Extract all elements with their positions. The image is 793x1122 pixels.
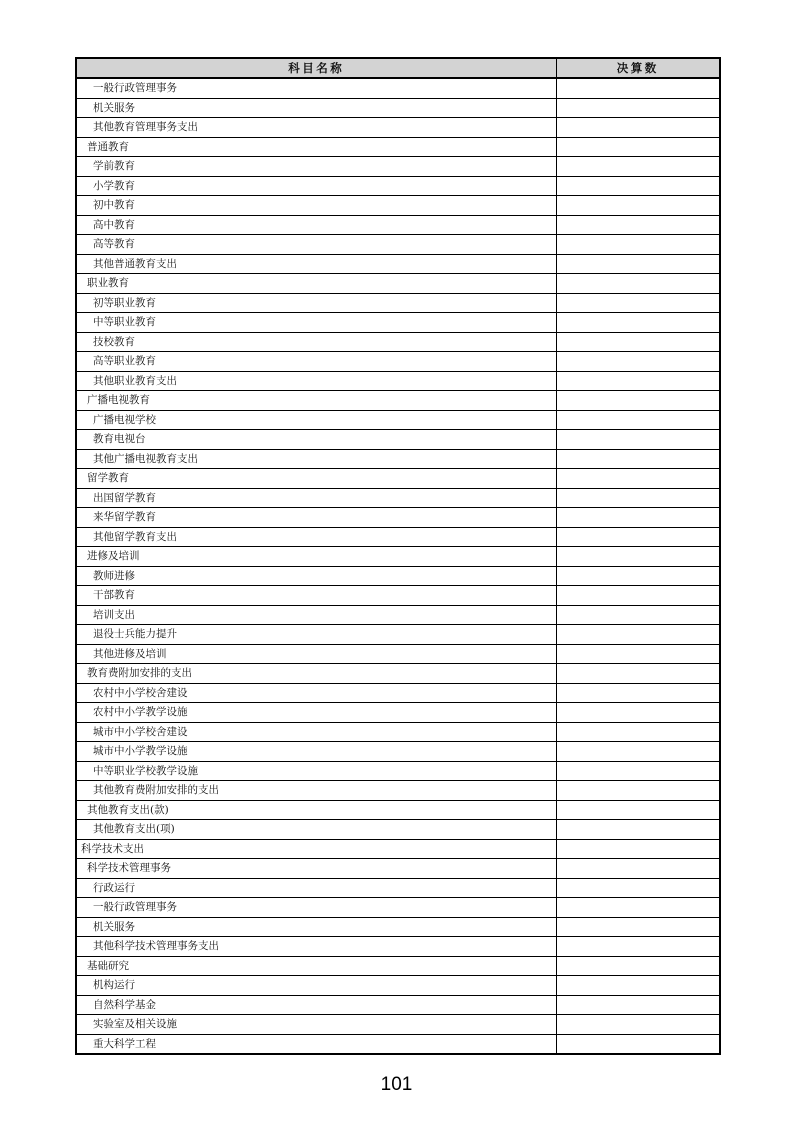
subject-name-cell: 中等职业学校教学设施	[76, 761, 556, 781]
table-row	[76, 469, 720, 489]
subject-name-cell: 科学技术管理事务	[76, 859, 556, 879]
final-amount-cell	[556, 781, 720, 801]
subject-name-cell: 高等教育	[76, 235, 556, 255]
final-amount-cell	[556, 644, 720, 664]
subject-name-cell: 普通教育	[76, 137, 556, 157]
table-row	[76, 527, 720, 547]
final-amount-cell	[556, 664, 720, 684]
table-row	[76, 761, 720, 781]
subject-name-cell: 教育电视台	[76, 430, 556, 450]
final-amount-cell	[556, 917, 720, 937]
subject-name-cell: 其他科学技术管理事务支出	[76, 937, 556, 957]
final-amount-cell	[556, 371, 720, 391]
subject-name-cell: 行政运行	[76, 878, 556, 898]
final-amount-cell	[556, 508, 720, 528]
subject-name-cell: 教育费附加安排的支出	[76, 664, 556, 684]
final-amount-cell	[556, 137, 720, 157]
table-row	[76, 254, 720, 274]
subject-name-cell: 广播电视教育	[76, 391, 556, 411]
final-amount-cell	[556, 196, 720, 216]
final-amount-cell	[556, 118, 720, 138]
table-header	[76, 58, 720, 78]
subject-name-cell: 农村中小学教学设施	[76, 703, 556, 723]
subject-name-cell: 小学教育	[76, 176, 556, 196]
subject-name-cell: 其他广播电视教育支出	[76, 449, 556, 469]
final-amount-cell	[556, 956, 720, 976]
final-amount-cell	[556, 898, 720, 918]
subject-name-cell: 自然科学基金	[76, 995, 556, 1015]
subject-name-column-header: 科目名称	[76, 58, 556, 78]
table-row	[76, 722, 720, 742]
budget-table	[75, 57, 721, 1055]
subject-name-cell: 机关服务	[76, 917, 556, 937]
subject-name-cell: 其他职业教育支出	[76, 371, 556, 391]
table-row	[76, 215, 720, 235]
subject-name-cell: 其他进修及培训	[76, 644, 556, 664]
table-row	[76, 332, 720, 352]
final-amount-cell	[556, 761, 720, 781]
table-row	[76, 98, 720, 118]
subject-name-cell: 高等职业教育	[76, 352, 556, 372]
final-amount-cell	[556, 527, 720, 547]
table-body	[76, 78, 720, 1054]
final-amount-cell	[556, 859, 720, 879]
subject-name-cell: 实验室及相关设施	[76, 1015, 556, 1035]
final-amount-cell	[556, 215, 720, 235]
table-row	[76, 371, 720, 391]
table-row	[76, 176, 720, 196]
table-row	[76, 430, 720, 450]
final-amount-cell	[556, 683, 720, 703]
final-amount-cell	[556, 410, 720, 430]
table-row	[76, 566, 720, 586]
subject-name-cell: 城市中小学校舍建设	[76, 722, 556, 742]
subject-name-cell: 基础研究	[76, 956, 556, 976]
page-number: 101	[380, 1074, 413, 1095]
subject-name-cell: 中等职业教育	[76, 313, 556, 333]
final-amount-cell	[556, 820, 720, 840]
subject-name-cell: 机关服务	[76, 98, 556, 118]
subject-name-cell: 出国留学教育	[76, 488, 556, 508]
table-row	[76, 703, 720, 723]
final-amount-cell	[556, 605, 720, 625]
table-row	[76, 956, 720, 976]
final-amount-cell	[556, 157, 720, 177]
final-amount-cell	[556, 878, 720, 898]
table-row	[76, 352, 720, 372]
subject-name-cell: 其他留学教育支出	[76, 527, 556, 547]
subject-name-cell: 其他教育支出(项)	[76, 820, 556, 840]
final-amount-cell	[556, 235, 720, 255]
table-row	[76, 859, 720, 879]
table-row	[76, 235, 720, 255]
final-amount-cell	[556, 391, 720, 411]
subject-name-cell: 退役士兵能力提升	[76, 625, 556, 645]
final-amount-column-header: 决算数	[556, 58, 720, 78]
final-amount-cell	[556, 1034, 720, 1054]
table-row	[76, 917, 720, 937]
subject-name-cell: 机构运行	[76, 976, 556, 996]
table-row	[76, 742, 720, 762]
subject-name-cell: 学前教育	[76, 157, 556, 177]
final-amount-cell	[556, 293, 720, 313]
table-row	[76, 625, 720, 645]
table-row	[76, 976, 720, 996]
subject-name-cell: 教师进修	[76, 566, 556, 586]
table-row	[76, 391, 720, 411]
final-amount-cell	[556, 274, 720, 294]
table-row	[76, 196, 720, 216]
subject-name-cell: 其他教育支出(款)	[76, 800, 556, 820]
subject-name-cell: 广播电视学校	[76, 410, 556, 430]
subject-name-cell: 技校教育	[76, 332, 556, 352]
final-amount-cell	[556, 449, 720, 469]
table-row	[76, 644, 720, 664]
subject-name-cell: 其他普通教育支出	[76, 254, 556, 274]
subject-name-cell: 一般行政管理事务	[76, 78, 556, 98]
final-amount-cell	[556, 98, 720, 118]
table-row	[76, 508, 720, 528]
final-amount-cell	[556, 254, 720, 274]
table-row	[76, 313, 720, 333]
subject-name-cell: 其他教育费附加安排的支出	[76, 781, 556, 801]
subject-name-cell: 留学教育	[76, 469, 556, 489]
final-amount-cell	[556, 78, 720, 98]
table-row	[76, 118, 720, 138]
final-amount-cell	[556, 995, 720, 1015]
subject-name-cell: 进修及培训	[76, 547, 556, 567]
table-header-row	[76, 58, 720, 78]
final-amount-cell	[556, 703, 720, 723]
final-amount-cell	[556, 469, 720, 489]
subject-name-cell: 城市中小学教学设施	[76, 742, 556, 762]
table-row	[76, 898, 720, 918]
final-amount-cell	[556, 839, 720, 859]
table-row	[76, 449, 720, 469]
subject-name-cell: 来华留学教育	[76, 508, 556, 528]
final-amount-cell	[556, 937, 720, 957]
final-amount-cell	[556, 976, 720, 996]
table-row	[76, 586, 720, 606]
table-row	[76, 937, 720, 957]
subject-name-cell: 干部教育	[76, 586, 556, 606]
table-row	[76, 137, 720, 157]
final-amount-cell	[556, 625, 720, 645]
table-row	[76, 820, 720, 840]
final-amount-cell	[556, 1015, 720, 1035]
final-amount-cell	[556, 742, 720, 762]
table-row	[76, 800, 720, 820]
subject-name-cell: 重大科学工程	[76, 1034, 556, 1054]
final-amount-cell	[556, 332, 720, 352]
final-amount-cell	[556, 547, 720, 567]
table-row	[76, 878, 720, 898]
subject-name-cell: 初等职业教育	[76, 293, 556, 313]
subject-name-cell: 一般行政管理事务	[76, 898, 556, 918]
table-row	[76, 547, 720, 567]
table-row	[76, 274, 720, 294]
subject-name-cell: 其他教育管理事务支出	[76, 118, 556, 138]
table-row	[76, 839, 720, 859]
subject-name-cell: 职业教育	[76, 274, 556, 294]
table-row	[76, 1015, 720, 1035]
final-amount-cell	[556, 430, 720, 450]
table-row	[76, 995, 720, 1015]
subject-name-cell: 培训支出	[76, 605, 556, 625]
table-row	[76, 664, 720, 684]
table-row	[76, 683, 720, 703]
table-row	[76, 488, 720, 508]
subject-name-cell: 高中教育	[76, 215, 556, 235]
table-row	[76, 1034, 720, 1054]
subject-name-cell: 农村中小学校舍建设	[76, 683, 556, 703]
final-amount-cell	[556, 566, 720, 586]
subject-name-cell: 科学技术支出	[76, 839, 556, 859]
table-row	[76, 781, 720, 801]
table-row	[76, 605, 720, 625]
final-amount-cell	[556, 313, 720, 333]
final-amount-cell	[556, 488, 720, 508]
table-row	[76, 157, 720, 177]
table-row	[76, 293, 720, 313]
table-row	[76, 78, 720, 98]
table-row	[76, 410, 720, 430]
subject-name-cell: 初中教育	[76, 196, 556, 216]
final-amount-cell	[556, 800, 720, 820]
final-amount-cell	[556, 352, 720, 372]
final-amount-cell	[556, 586, 720, 606]
final-amount-cell	[556, 722, 720, 742]
final-amount-cell	[556, 176, 720, 196]
